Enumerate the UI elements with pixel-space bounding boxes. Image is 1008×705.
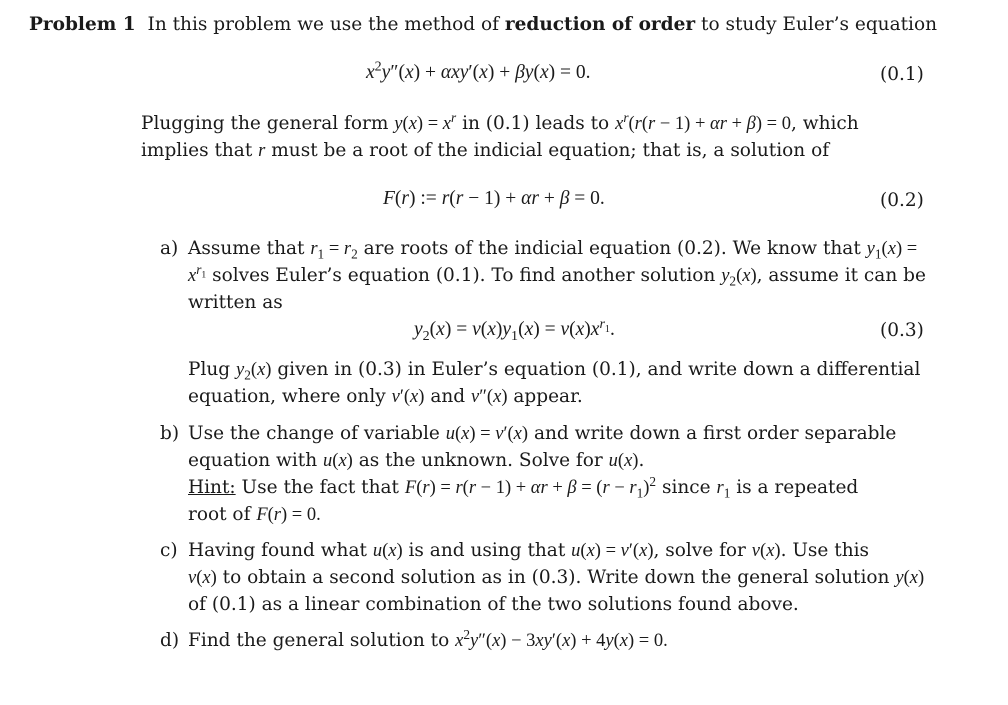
equation-0-3: $y_2(x) = v(x)y_1(x) = v(x)x^{r_1}$.	[414, 315, 615, 344]
part-b-line-4: root of F(r) = 0.	[188, 504, 321, 525]
intro-bold-term: reduction of order	[504, 14, 696, 35]
part-b-line-1: Use the change of variable u(x) = v′(x) and write down a first order separable	[188, 423, 897, 444]
intro-text: In this problem we use the method of	[147, 14, 499, 35]
equation-number-0-2: (0.2)	[880, 190, 924, 211]
part-c-line-2: v(x) to obtain a second solution as in (0.3). Write down the general solution y(x)	[188, 567, 925, 588]
equation-number-0-3: (0.3)	[880, 320, 924, 341]
problem-label: Problem 1	[29, 14, 136, 35]
equation-0-2: F(r) := r(r − 1) + αr + β = 0.	[383, 188, 605, 209]
equation-0-1: $x^2y''(x) + \alpha xy'(x) + \beta y(x) = 0$.	[366, 58, 591, 83]
part-a-label: a)	[160, 238, 179, 259]
part-b-line-3: Hint: Use the fact that $F(r) = r(r - 1) + \alpha r + \beta = (r - r_1)^2$ since $r_1$ is a repeated	[188, 473, 859, 501]
part-d-label: d)	[160, 630, 180, 651]
problem-statement-line	[29, 14, 937, 35]
part-a-line-2: $x^{r_1}$ solves Euler’s equation (0.1). To find another solution $y_2(x)$, assume it can be	[188, 261, 926, 289]
part-c-line-3: of (0.1) as a linear combination of the two solutions found above.	[188, 594, 799, 615]
part-a-line-5: equation, where only v′(x) and v″(x) appear.	[188, 386, 583, 407]
paragraph-line-1: Plugging the general form $y(x) = x^r$ in (0.1) leads to $x^r(r(r - 1) + \alpha r + \beta) = 0$, which	[141, 109, 859, 134]
part-a-line-1: Assume that $r_1 = r_2$ are roots of the indicial equation (0.2). We know that $y_1(x)$ =	[188, 238, 918, 262]
part-c-label: c)	[160, 540, 178, 561]
part-a-line-3: written as	[188, 292, 283, 313]
hint-label: Hint:	[188, 477, 236, 498]
part-b-line-2: equation with u(x) as the unknown. Solve for u(x).	[188, 450, 645, 471]
part-c-line-1: Having found what u(x) is and using that u(x) = v′(x), solve for v(x). Use this	[188, 540, 870, 561]
part-b-label: b)	[160, 423, 180, 444]
intro-text-end: to study Euler’s equation	[701, 14, 938, 35]
part-d-line-1: Find the general solution to $x^2y''(x) - 3xy'(x) + 4y(x) = 0$.	[188, 626, 668, 651]
part-a-line-4: Plug $y_2(x)$ given in (0.3) in Euler’s equation (0.1), and write down a differential	[188, 359, 921, 383]
equation-number-0-1: (0.1)	[880, 64, 924, 85]
paragraph-line-2: implies that r must be a root of the indicial equation; that is, a solution of	[141, 140, 830, 161]
